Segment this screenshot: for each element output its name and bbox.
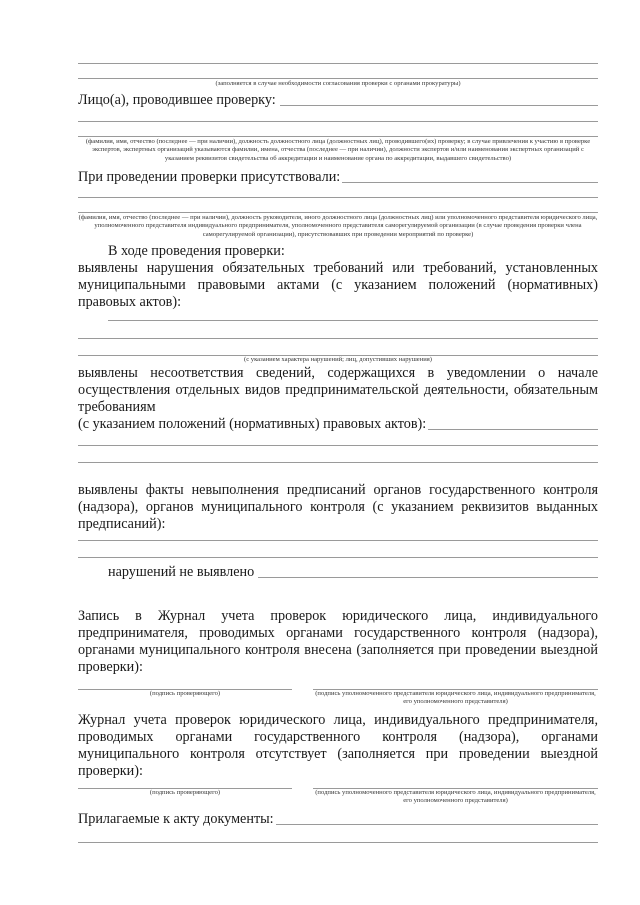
attachments-fill-line[interactable] xyxy=(276,824,598,825)
inspector-note: (фамилия, имя, отчество (последнее — при наличии), должность должностного лица (должностных лиц), проводившего(их) проверку; в случае привлечения к участию в проверке экспертов, экспертных организаций указываются фамилии, имена, отчества (последнее — при наличии), должности экспертов и/или наименования экспертных организаций с указанием реквизитов свидетельства об аккредитации и наименование органа по аккредитации, выдавшего свидетельство) xyxy=(85,138,591,162)
no-violations-fill-line[interactable] xyxy=(258,577,598,578)
fill-line[interactable] xyxy=(78,63,598,64)
fill-line[interactable] xyxy=(78,557,598,558)
orders-line-3: предписаний): xyxy=(78,516,166,532)
mismatch-line-1: выявлены несоответствия сведений, содержащихся в уведомлении о начале xyxy=(78,365,598,381)
journal-absent-line-4: проверки): xyxy=(78,763,143,779)
course-label: В ходе проведения проверки: xyxy=(108,243,285,259)
violations-note: (с указанием характера нарушений; лиц, допустивших нарушения) xyxy=(244,356,432,363)
journal-absent-line-2: проводимых органами государственного контроля (надзора), органами xyxy=(78,729,598,745)
fill-line[interactable] xyxy=(78,78,598,79)
fill-line[interactable] xyxy=(78,842,598,843)
journal-entry-line-4: проверки): xyxy=(78,659,143,675)
inspector-label: Лицо(а), проводившее проверку: xyxy=(78,92,276,108)
fill-line[interactable] xyxy=(78,445,598,446)
inspector-signature-caption: (подпись проверяющего) xyxy=(149,690,221,697)
mismatch-fill-line[interactable] xyxy=(428,429,598,430)
present-label: При проведении проверки присутствовали: xyxy=(78,169,341,185)
no-violations-label: нарушений не выявлено xyxy=(108,564,255,580)
mismatch-line-3: требованиям xyxy=(78,399,156,415)
violations-line-2: муниципальными правовыми актами (с указанием положений (нормативных) xyxy=(78,277,598,293)
journal-entry-line-2: предпринимателя, проводимых органами государственного контроля (надзора), xyxy=(78,625,598,641)
fill-line[interactable] xyxy=(78,462,598,463)
fill-line[interactable] xyxy=(78,121,598,122)
fill-line[interactable] xyxy=(78,136,598,137)
violations-line-1: выявлены нарушения обязательных требований или требований, установленных xyxy=(78,260,598,276)
fill-line[interactable] xyxy=(78,197,598,198)
present-fill-line[interactable] xyxy=(342,182,598,183)
orders-line-2: (надзора), органов муниципального контроля (с указанием реквизитов выданных xyxy=(78,499,598,515)
journal-entry-line-1: Запись в Журнал учета проверок юридического лица, индивидуального xyxy=(78,608,598,624)
violations-line-3: правовых актов): xyxy=(78,294,182,310)
fill-line[interactable] xyxy=(78,338,598,339)
prosecutor-note: (заполняется в случае необходимости согласования проверки с органами прокуратуры) xyxy=(215,80,461,87)
inspector-signature-caption: (подпись проверяющего) xyxy=(149,789,221,796)
attachments-label: Прилагаемые к акту документы: xyxy=(78,811,274,827)
fill-line[interactable] xyxy=(78,540,598,541)
present-note: (фамилия, имя, отчество (последнее — при наличии), должность руководителя, иного должностного лица (должностных лиц) или уполномоченного представителя юридического лица, уполномоченного представителя индивидуального предпринимателя, уполномоченного представителя саморегулируемой организации (в случае проведения проверки члена саморегулируемой организации), присутствовавших при проведении мероприятий по проверке) xyxy=(78,214,598,238)
mismatch-line-4: (с указанием положений (нормативных) правовых актов): xyxy=(78,416,427,432)
orders-line-1: выявлены факты невыполнения предписаний органов государственного контроля xyxy=(78,482,598,498)
journal-absent-line-3: муниципального контроля отсутствует (заполняется при проведении выездной xyxy=(78,746,598,762)
journal-absent-line-1: Журнал учета проверок юридического лица, индивидуального предпринимателя, xyxy=(78,712,598,728)
journal-entry-line-3: органами муниципального контроля внесена (заполняется при проведении выездной xyxy=(78,642,598,658)
fill-line[interactable] xyxy=(108,320,598,321)
mismatch-line-2: осуществления отдельных видов предпринимательской деятельности, обязательным xyxy=(78,382,598,398)
fill-line[interactable] xyxy=(78,212,598,213)
representative-signature-caption: (подпись уполномоченного представителя юридического лица, индивидуального предпринимателя, его уполномоченного представителя) xyxy=(315,690,596,706)
inspector-fill-line[interactable] xyxy=(280,105,598,106)
representative-signature-caption: (подпись уполномоченного представителя юридического лица, индивидуального предпринимателя, его уполномоченного представителя) xyxy=(315,789,596,805)
